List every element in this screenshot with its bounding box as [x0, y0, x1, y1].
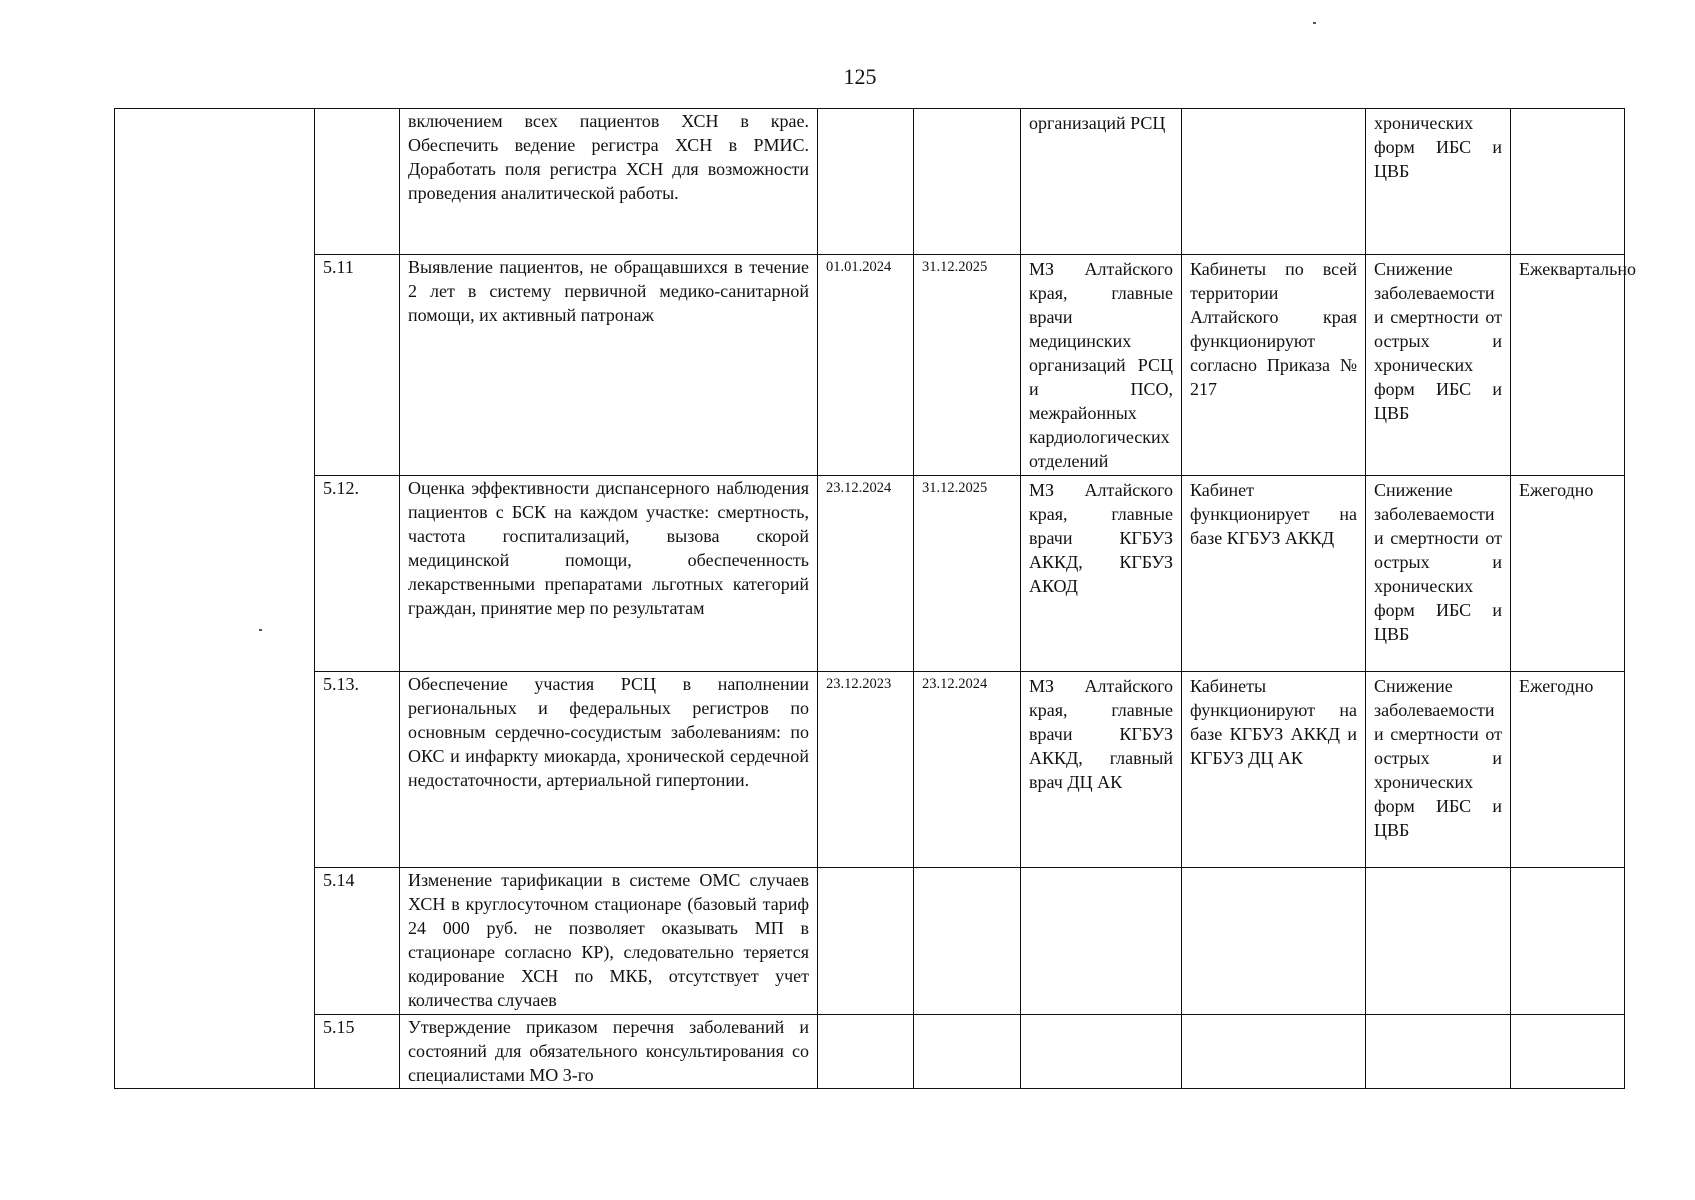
end-date: [914, 109, 1021, 255]
indicator-text: [1374, 868, 1502, 870]
result-text: [1190, 109, 1357, 111]
result-cell: [1182, 109, 1366, 255]
frequency-text: [1519, 109, 1616, 111]
indicator-cell: [1366, 109, 1511, 255]
measures-table: [114, 108, 1636, 1089]
frequency-text: Ежеквартально: [1519, 259, 1636, 279]
task-text: Утверждение приказом перечня заболеваний и состояний для обязательного консультирования со специалистами МО 3-го: [408, 1017, 809, 1085]
end-date: 31.12.2025: [914, 255, 1021, 476]
task-cell: [400, 476, 818, 672]
indicator-cell: [1366, 1015, 1511, 1089]
start-date: [818, 1015, 914, 1089]
table-row: [115, 868, 1625, 1015]
responsible-text: организаций РСЦ: [1029, 113, 1166, 133]
result-text: [1190, 1015, 1357, 1017]
result-text: Кабинеты функционируют на базе КГБУЗ АККД и КГБУЗ ДЦ АК: [1190, 676, 1357, 768]
start-date: 01.01.2024: [818, 255, 914, 476]
start-date: 23.12.2024: [818, 476, 914, 672]
indicator-cell: [1366, 255, 1511, 476]
frequency-cell: [1511, 109, 1625, 255]
responsible-text: МЗ Алтайского края, главные врачи КГБУЗ АККД, главный врач ДЦ АК: [1029, 676, 1173, 792]
indicator-cell: [1366, 476, 1511, 672]
frequency-cell: [1511, 868, 1625, 1015]
table-row: [115, 672, 1625, 868]
frequency-text: [1519, 868, 1616, 870]
table-row: [115, 255, 1625, 476]
start-date: 23.12.2023: [818, 672, 914, 868]
end-date: 23.12.2024: [914, 672, 1021, 868]
indicator-text: хронических форм ИБС и ЦВБ: [1374, 113, 1502, 181]
responsible-cell: [1021, 255, 1182, 476]
result-cell: [1182, 476, 1366, 672]
result-text: Кабинет функционирует на базе КГБУЗ АККД: [1190, 480, 1357, 548]
task-text: Обеспечение участия РСЦ в наполнении региональных и федеральных регистров по основным сердечно-сосудистым заболеваниям: по ОКС и инфаркту миокарда, хронической сердечной недостаточности, артериальной гипертонии.: [408, 674, 809, 790]
result-text: [1190, 868, 1357, 870]
result-cell: [1182, 672, 1366, 868]
indicator-cell: [1366, 868, 1511, 1015]
responsible-cell: [1021, 1015, 1182, 1089]
table-row: [115, 1015, 1625, 1089]
responsible-cell: [1021, 109, 1182, 255]
scan-artifact: [1313, 22, 1316, 24]
responsible-cell: [1021, 868, 1182, 1015]
indicator-text: Снижение заболеваемости и смертности от острых и хронических форм ИБС и ЦВБ: [1374, 259, 1502, 423]
responsible-cell: [1021, 672, 1182, 868]
start-date: [818, 109, 914, 255]
frequency-cell: [1511, 1015, 1625, 1089]
task-cell: [400, 1015, 818, 1089]
result-text: Кабинеты по всей территории Алтайского края функционируют согласно Приказа № 217: [1190, 259, 1357, 399]
row-number: 5.15: [315, 1015, 400, 1089]
frequency-cell: [1511, 476, 1625, 672]
responsible-text: МЗ Алтайского края, главные врачи медицинских организаций РСЦ и ПСО, межрайонных кардиологических отделений: [1029, 259, 1173, 471]
task-text: Выявление пациентов, не обращавшихся в течение 2 лет в систему первичной медико-санитарной помощи, их активный патронаж: [408, 257, 809, 325]
table-row: [115, 476, 1625, 672]
row-number: 5.11: [315, 255, 400, 476]
responsible-cell: [1021, 476, 1182, 672]
frequency-text: Ежегодно: [1519, 676, 1594, 696]
page-number: 125: [843, 64, 877, 89]
row-number: 5.12.: [315, 476, 400, 672]
row-number: [315, 109, 400, 255]
frequency-cell: [1511, 255, 1636, 476]
indicator-text: [1374, 1015, 1502, 1017]
task-cell: [400, 109, 818, 255]
result-cell: [1182, 255, 1366, 476]
indicator-text: Снижение заболеваемости и смертности от острых и хронических форм ИБС и ЦВБ: [1374, 676, 1502, 840]
task-text: Изменение тарификации в системе ОМС случаев ХСН в круглосуточном стационаре (базовый тариф 24 000 руб. не позволяет оказывать МП в стационаре согласно КР), следовательно теряется кодирование ХСН по МКБ, отсутствует учет количества случаев: [408, 870, 809, 1010]
section-column: [115, 109, 315, 1089]
row-number: 5.13.: [315, 672, 400, 868]
scan-artifact: [259, 629, 262, 631]
task-cell: [400, 868, 818, 1015]
result-cell: [1182, 1015, 1366, 1089]
indicator-text: Снижение заболеваемости и смертности от острых и хронических форм ИБС и ЦВБ: [1374, 480, 1502, 644]
task-text: включением всех пациентов ХСН в крае. Обеспечить ведение регистра ХСН в РМИС. Доработать поля регистра ХСН для возможности проведения аналитической работы.: [408, 111, 809, 203]
indicator-cell: [1366, 672, 1511, 868]
responsible-text: [1029, 868, 1173, 870]
task-cell: [400, 672, 818, 868]
row-number: 5.14: [315, 868, 400, 1015]
task-text: Оценка эффективности диспансерного наблюдения пациентов с БСК на каждом участке: смертность, частота госпитализаций, вызова скорой медицинской помощи, обеспеченность лекарственными препаратами льготных категорий граждан, принятие мер по результатам: [408, 478, 809, 618]
table-row: [115, 109, 1625, 255]
result-cell: [1182, 868, 1366, 1015]
responsible-text: [1029, 1015, 1173, 1017]
frequency-text: [1519, 1015, 1616, 1017]
frequency-text: Ежегодно: [1519, 480, 1594, 500]
end-date: 31.12.2025: [914, 476, 1021, 672]
responsible-text: МЗ Алтайского края, главные врачи КГБУЗ АККД, КГБУЗ АКОД: [1029, 480, 1173, 596]
end-date: [914, 1015, 1021, 1089]
task-cell: [400, 255, 818, 476]
start-date: [818, 868, 914, 1015]
end-date: [914, 868, 1021, 1015]
frequency-cell: [1511, 672, 1625, 868]
